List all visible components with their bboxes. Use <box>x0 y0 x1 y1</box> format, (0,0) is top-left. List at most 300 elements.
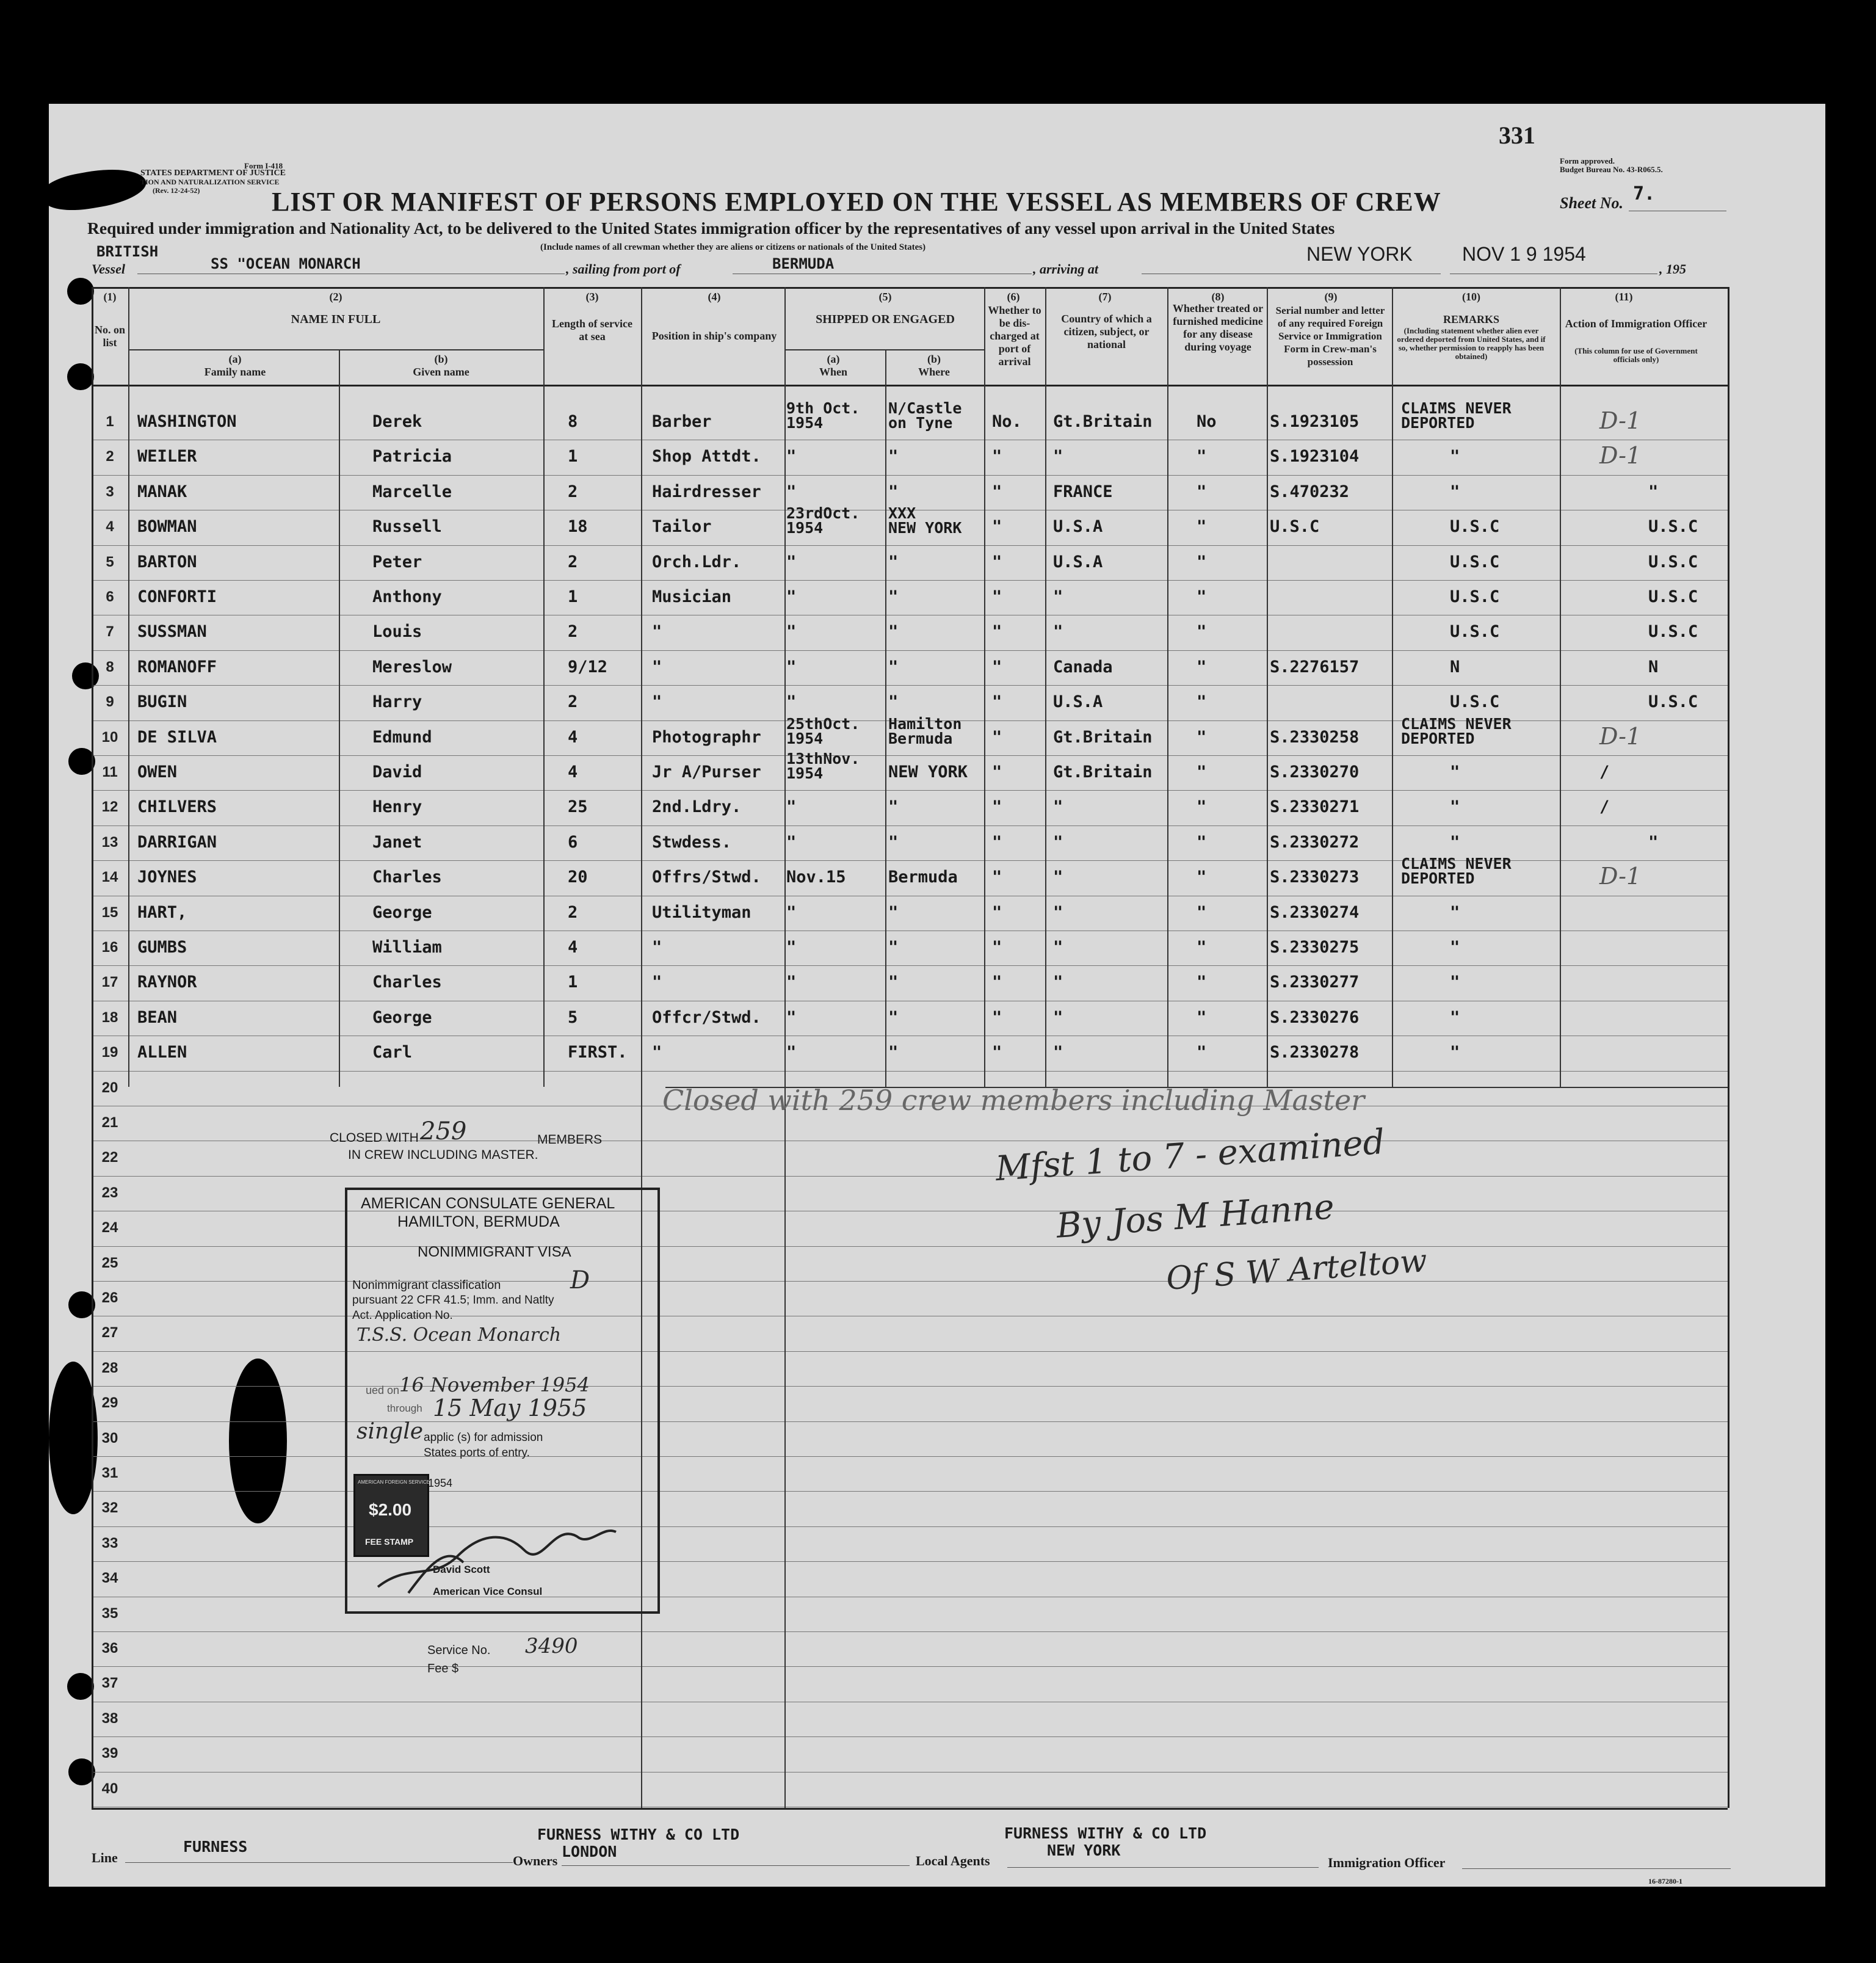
position: " <box>652 622 662 642</box>
shipped-when: 25thOct. 1954 <box>786 714 860 747</box>
medicine: " <box>1197 727 1207 747</box>
arriving-label: , arriving at <box>1033 261 1098 277</box>
given-name: Charles <box>372 973 442 992</box>
family-name: JOYNES <box>137 868 197 887</box>
medicine: " <box>1197 973 1207 992</box>
shipped-where: " <box>888 657 899 677</box>
country: " <box>1053 622 1063 642</box>
discharged: " <box>992 587 1002 606</box>
remarks: U.S.C <box>1450 587 1500 606</box>
position: Offcr/Stwd. <box>652 1007 761 1027</box>
family-name: ROMANOFF <box>137 657 217 677</box>
medicine: " <box>1197 657 1207 677</box>
family-name: SUSSMAN <box>137 622 207 642</box>
row-number: 36 <box>101 1640 118 1656</box>
remarks: CLAIMS NEVER DEPORTED <box>1401 714 1512 747</box>
given-name: Derek <box>372 412 422 431</box>
discharged: " <box>992 797 1002 817</box>
country: " <box>1053 832 1063 852</box>
remarks: CLAIMS NEVER DEPORTED <box>1401 399 1512 432</box>
shipped-where: " <box>888 447 899 466</box>
fee-stamp-label: FEE STAMP <box>365 1537 414 1547</box>
discharged: " <box>992 973 1002 992</box>
service-length: 2 <box>568 482 578 501</box>
remarks: " <box>1450 902 1460 922</box>
sailing-label: , sailing from port of <box>566 261 681 277</box>
medicine: " <box>1197 832 1207 852</box>
country: Canada <box>1053 657 1113 677</box>
given-name: George <box>372 902 432 922</box>
row-number: 9 <box>106 694 114 711</box>
handwritten-of-signature: Of S W Arteltow <box>1165 1243 1429 1297</box>
serial-number: S.2330277 <box>1270 973 1360 992</box>
row-number: 27 <box>101 1324 118 1341</box>
discharged: " <box>992 447 1002 466</box>
medicine: " <box>1197 1043 1207 1062</box>
shipped-when: " <box>786 622 797 642</box>
year-label: , 195 <box>1659 261 1686 277</box>
remarks: U.S.C <box>1450 692 1500 712</box>
shipped-when: " <box>786 552 797 571</box>
closed-with-label: CLOSED WITH <box>330 1131 419 1145</box>
family-name: OWEN <box>137 763 178 782</box>
row-number: 20 <box>101 1079 118 1096</box>
row-number: 12 <box>101 799 118 816</box>
medicine: " <box>1197 447 1207 466</box>
serial-number: S.2330275 <box>1270 938 1360 957</box>
serial-number: S.2330274 <box>1270 902 1360 922</box>
remarks: U.S.C <box>1450 517 1500 537</box>
service-length: 1 <box>568 973 578 992</box>
form-number: Form I-418 <box>244 161 283 170</box>
row-number: 4 <box>106 518 114 535</box>
row-number: 25 <box>101 1254 118 1271</box>
position: " <box>652 692 662 712</box>
consul-title: American Vice Consul <box>433 1586 543 1597</box>
visa-ports-line: States ports of entry. <box>424 1446 530 1459</box>
remarks: U.S.C <box>1450 622 1500 642</box>
officer-action: U.S.C <box>1648 517 1698 537</box>
officer-action: U.S.C <box>1648 587 1698 606</box>
serial-number: S.2330270 <box>1270 763 1360 782</box>
country: Gt.Britain <box>1053 412 1153 431</box>
row-number: 3 <box>106 483 114 500</box>
serial-number: S.2330271 <box>1270 797 1360 817</box>
remarks: " <box>1450 797 1460 817</box>
position: Tailor <box>652 517 712 537</box>
consul-signature-icon <box>372 1508 628 1599</box>
vessel-label: Vessel <box>92 261 125 277</box>
medicine: " <box>1197 552 1207 571</box>
medicine: " <box>1197 902 1207 922</box>
country: " <box>1053 938 1063 957</box>
shipped-where: NEW YORK <box>888 763 968 782</box>
position: " <box>652 938 662 957</box>
given-name: Louis <box>372 622 422 642</box>
serial-number: S.2330273 <box>1270 868 1360 887</box>
medicine: " <box>1197 868 1207 887</box>
col10-number: (10) <box>1462 291 1480 303</box>
col5-number: (5) <box>878 291 892 303</box>
family-name: BEAN <box>137 1007 178 1027</box>
family-name: BUGIN <box>137 692 187 712</box>
visa-applic-line: applic (s) for admission <box>424 1431 543 1444</box>
row-number: 8 <box>106 658 114 675</box>
position: Photographr <box>652 727 761 747</box>
officer-action: U.S.C <box>1648 552 1698 571</box>
col5b-header: (b) Where <box>918 353 950 378</box>
family-name: CHILVERS <box>137 797 217 817</box>
row-number: 11 <box>102 764 118 780</box>
row-number: 17 <box>101 974 118 991</box>
position: Hairdresser <box>652 482 761 501</box>
col9-number: (9) <box>1324 291 1338 303</box>
row-number: 2 <box>106 448 114 465</box>
service-length: 2 <box>568 622 578 642</box>
position: " <box>652 973 662 992</box>
officer-action: " <box>1648 482 1659 501</box>
country: Gt.Britain <box>1053 763 1153 782</box>
budget-bureau: Budget Bureau No. 43-R065.5. <box>1560 165 1663 174</box>
service-length: 1 <box>568 587 578 606</box>
row-number: 18 <box>101 1009 118 1026</box>
family-name: DE SILVA <box>137 727 217 747</box>
col2-number: (2) <box>329 291 342 303</box>
family-name: HART, <box>137 902 187 922</box>
row-number: 7 <box>106 623 114 640</box>
service-length: FIRST. <box>568 1043 628 1062</box>
discharged: " <box>992 622 1002 642</box>
col10-header: REMARKS <box>1443 313 1499 325</box>
serial-number: S.1923104 <box>1270 447 1360 466</box>
family-name: GUMBS <box>137 938 187 957</box>
col5a-header: (a) When <box>819 353 847 378</box>
shipped-when: " <box>786 482 797 501</box>
service-length: 18 <box>568 517 588 537</box>
officer-action: U.S.C <box>1648 622 1698 642</box>
family-name: ALLEN <box>137 1043 187 1062</box>
serial-number: U.S.C <box>1270 517 1320 537</box>
shipped-where: XXX NEW YORK <box>888 504 962 537</box>
country: " <box>1053 587 1063 606</box>
medicine: No <box>1197 412 1217 431</box>
medicine: " <box>1197 763 1207 782</box>
row-number: 10 <box>101 728 118 746</box>
row-number: 31 <box>101 1465 118 1481</box>
service-length: 25 <box>568 797 588 817</box>
service-length: 20 <box>568 868 588 887</box>
serial-number: S.2330272 <box>1270 832 1360 852</box>
discharged: " <box>992 1007 1002 1027</box>
row-number: 14 <box>101 869 118 886</box>
shipped-when: 9th Oct. 1954 <box>786 399 860 432</box>
col3-number: (3) <box>585 291 599 303</box>
family-name: RAYNOR <box>137 973 197 992</box>
shipped-when: " <box>786 832 797 852</box>
country: U.S.A <box>1053 692 1103 712</box>
sailing-port: BERMUDA <box>772 255 835 272</box>
given-name: Harry <box>372 692 422 712</box>
col2a-header: (a) Family name <box>204 353 266 378</box>
shipped-when: " <box>786 1043 797 1062</box>
remarks: " <box>1450 447 1460 466</box>
col4-number: (4) <box>708 291 721 303</box>
medicine: " <box>1197 938 1207 957</box>
family-name: BOWMAN <box>137 517 197 537</box>
visa-pursuant: pursuant 22 CFR 41.5; Imm. and Natlty <box>352 1294 554 1307</box>
discharged: " <box>992 552 1002 571</box>
shipped-where: " <box>888 1007 899 1027</box>
shipped-where: Hamilton Bermuda <box>888 714 962 747</box>
row-number: 37 <box>101 1675 118 1692</box>
row-number: 39 <box>101 1745 118 1762</box>
fee-stamp-year: 1954 <box>428 1477 453 1489</box>
remarks: " <box>1450 1043 1460 1062</box>
row-number: 6 <box>106 589 114 605</box>
country: U.S.A <box>1053 517 1103 537</box>
given-name: George <box>372 1007 432 1027</box>
row-number: 15 <box>101 904 118 921</box>
col8-number: (8) <box>1211 291 1225 303</box>
position: Stwdess. <box>652 832 732 852</box>
visa-classification-label: Nonimmigrant classification <box>352 1279 501 1292</box>
visa-stamp-line-2: HAMILTON, BERMUDA <box>397 1213 560 1230</box>
given-name: Peter <box>372 552 422 571</box>
officer-action: " <box>1648 832 1659 852</box>
service-length: 2 <box>568 692 578 712</box>
redaction-mark <box>229 1359 287 1523</box>
agency-line-2: TION AND NATURALIZATION SERVICE <box>140 178 280 186</box>
row-number: 29 <box>101 1395 118 1412</box>
row-number: 24 <box>101 1219 118 1236</box>
medicine: " <box>1197 797 1207 817</box>
remarks: CLAIMS NEVER DEPORTED <box>1401 855 1512 888</box>
manifest-subtitle: Required under immigration and Nationality Act, to be delivered to the United States immigration officer by the representatives of any vessel upon arrival in the United States <box>87 219 1335 238</box>
position: 2nd.Ldry. <box>652 797 742 817</box>
position: Utilityman <box>652 902 751 922</box>
given-name: Carl <box>372 1043 413 1062</box>
service-length: 6 <box>568 832 578 852</box>
shipped-when: 23rdOct. 1954 <box>786 504 860 537</box>
footer-owners-label: Owners <box>513 1853 558 1868</box>
consul-name: David Scott <box>433 1564 490 1575</box>
country: U.S.A <box>1053 552 1103 571</box>
shipped-where: " <box>888 938 899 957</box>
given-name: Mereslow <box>372 657 452 677</box>
shipped-where: " <box>888 622 899 642</box>
shipped-when: " <box>786 692 797 712</box>
col1-number: (1) <box>103 291 117 303</box>
shipped-when: " <box>786 447 797 466</box>
visa-through-date: 15 May 1955 <box>433 1395 587 1421</box>
service-length: 4 <box>568 938 578 957</box>
col6-number: (6) <box>1007 291 1020 303</box>
shipped-when: " <box>786 973 797 992</box>
country: " <box>1053 868 1063 887</box>
country: " <box>1053 973 1063 992</box>
shipped-where: " <box>888 482 899 501</box>
punch-hole <box>67 1673 94 1700</box>
medicine: " <box>1197 692 1207 712</box>
col2b-header: (b) Given name <box>413 353 469 378</box>
shipped-where: N/Castle on Tyne <box>888 399 962 432</box>
country: Gt.Britain <box>1053 727 1153 747</box>
remarks: " <box>1450 482 1460 501</box>
shipped-where: " <box>888 692 899 712</box>
discharged: " <box>992 832 1002 852</box>
discharged: " <box>992 482 1002 501</box>
include-note: (Include names of all crewman whether they are aliens or citizens or nationals of the United States) <box>540 242 926 252</box>
agency-line-3: (Rev. 12-24-52) <box>153 186 200 195</box>
country: " <box>1053 447 1063 466</box>
officer-action: / <box>1599 797 1610 817</box>
col5-header: SHIPPED OR ENGAGED <box>816 313 955 326</box>
family-name: WEILER <box>137 447 197 466</box>
given-name: David <box>372 763 422 782</box>
given-name: Charles <box>372 868 442 887</box>
serial-number: S.2330278 <box>1270 1043 1360 1062</box>
including-master: IN CREW INCLUDING MASTER. <box>348 1148 538 1162</box>
position: Barber <box>652 412 712 431</box>
shipped-when: Nov.15 <box>786 868 846 887</box>
given-name: Janet <box>372 832 422 852</box>
row-number: 38 <box>101 1710 118 1727</box>
family-name: BARTON <box>137 552 197 571</box>
service-length: 1 <box>568 447 578 466</box>
family-name: CONFORTI <box>137 587 217 606</box>
col3-header: Length of service at sea <box>552 317 632 343</box>
family-name: MANAK <box>137 482 187 501</box>
shipped-when: " <box>786 938 797 957</box>
arrival-date: NOV 1 9 1954 <box>1462 243 1586 265</box>
sheet-label: Sheet No. <box>1560 194 1623 212</box>
medicine: " <box>1197 482 1207 501</box>
col2-header: NAME IN FULL <box>291 313 381 326</box>
serial-number: S.470232 <box>1270 482 1350 501</box>
service-length: 8 <box>568 412 578 431</box>
row-number: 35 <box>101 1605 118 1622</box>
service-length: 2 <box>568 552 578 571</box>
footer-agents-2: NEW YORK <box>1047 1841 1121 1859</box>
medicine: " <box>1197 622 1207 642</box>
discharged: " <box>992 517 1002 537</box>
sheet-number: 7. <box>1633 183 1656 205</box>
shipped-where: " <box>888 902 899 922</box>
col6-header: Whether to be dis-charged at port of arrival <box>988 304 1041 368</box>
position: Musician <box>652 587 732 606</box>
family-name: WASHINGTON <box>137 412 237 431</box>
footer-line-value: FURNESS <box>183 1838 248 1856</box>
visa-issued-label: ued on <box>366 1384 400 1396</box>
row-number: 22 <box>101 1149 118 1166</box>
discharged: " <box>992 657 1002 677</box>
position: " <box>652 657 662 677</box>
discharged: " <box>992 1043 1002 1062</box>
shipped-when: " <box>786 657 797 677</box>
discharged: " <box>992 902 1002 922</box>
given-name: Edmund <box>372 727 432 747</box>
shipped-when: 13thNov. 1954 <box>786 750 860 782</box>
footer-officer-label: Immigration Officer <box>1328 1855 1446 1870</box>
visa-single-entry: single <box>357 1419 424 1444</box>
given-name: Anthony <box>372 587 442 606</box>
footer-owners-2: LONDON <box>562 1843 617 1860</box>
row-number: 13 <box>101 833 118 851</box>
remarks: N <box>1450 657 1460 677</box>
shipped-where: " <box>888 587 899 606</box>
col11-number: (11) <box>1615 291 1633 303</box>
officer-action: U.S.C <box>1648 692 1698 712</box>
footer-line-label: Line <box>92 1850 118 1865</box>
row-number: 28 <box>101 1359 118 1376</box>
shipped-when: " <box>786 902 797 922</box>
remarks: " <box>1450 973 1460 992</box>
serial-number: S.1923105 <box>1270 412 1360 431</box>
row-number: 5 <box>106 553 114 570</box>
discharged: " <box>992 938 1002 957</box>
vessel-flag: BRITISH <box>96 243 159 260</box>
shipped-where: " <box>888 973 899 992</box>
officer-action: D-1 <box>1599 863 1642 890</box>
row-number: 26 <box>101 1290 118 1306</box>
given-name: Marcelle <box>372 482 452 501</box>
given-name: Russell <box>372 517 442 537</box>
given-name: Henry <box>372 797 422 817</box>
discharged: " <box>992 692 1002 712</box>
row-number: 21 <box>101 1114 118 1131</box>
remarks: U.S.C <box>1450 552 1500 571</box>
visa-through-label: through <box>387 1402 422 1414</box>
form-approved: Form approved. <box>1560 156 1615 165</box>
row-number: 1 <box>106 413 114 430</box>
footer-agents-1: FURNESS WITHY & CO LTD <box>1004 1824 1207 1842</box>
col7-header: Country of which a citizen, subject, or national <box>1061 313 1152 350</box>
medicine: " <box>1197 1007 1207 1027</box>
officer-action: / <box>1599 763 1610 782</box>
vessel-name: SS "OCEAN MONARCH <box>211 255 361 272</box>
punch-hole <box>67 363 94 390</box>
country: " <box>1053 1007 1063 1027</box>
row-number: 34 <box>101 1570 118 1587</box>
serial-number: S.2330276 <box>1270 1007 1360 1027</box>
footer-agents-label: Local Agents <box>916 1853 990 1868</box>
col4-header: Position in ship's company <box>651 330 777 342</box>
row-number: 16 <box>101 939 118 956</box>
visa-stamp <box>345 1188 660 1614</box>
service-number: 3490 <box>525 1634 578 1658</box>
row-number: 40 <box>101 1780 118 1797</box>
col11-header: Action of Immigration Officer <box>1565 317 1708 330</box>
shipped-where: " <box>888 832 899 852</box>
officer-action: D-1 <box>1599 442 1642 470</box>
discharged: " <box>992 868 1002 887</box>
serial-number: S.2276157 <box>1270 657 1360 677</box>
service-length: 5 <box>568 1007 578 1027</box>
col7-number: (7) <box>1098 291 1112 303</box>
handwritten-officer-signature: By Jos M Hanne <box>1055 1187 1336 1246</box>
closed-count: 259 <box>420 1117 467 1145</box>
medicine: " <box>1197 517 1207 537</box>
footer-owners-1: FURNESS WITHY & CO LTD <box>537 1826 740 1843</box>
remarks: " <box>1450 1007 1460 1027</box>
row-number: 32 <box>101 1500 118 1517</box>
shipped-where: " <box>888 1043 899 1062</box>
given-name: Patricia <box>372 447 452 466</box>
remarks: " <box>1450 832 1460 852</box>
visa-classification: D <box>570 1266 590 1294</box>
page-number: 331 <box>1499 122 1535 149</box>
discharged: No. <box>992 412 1022 431</box>
